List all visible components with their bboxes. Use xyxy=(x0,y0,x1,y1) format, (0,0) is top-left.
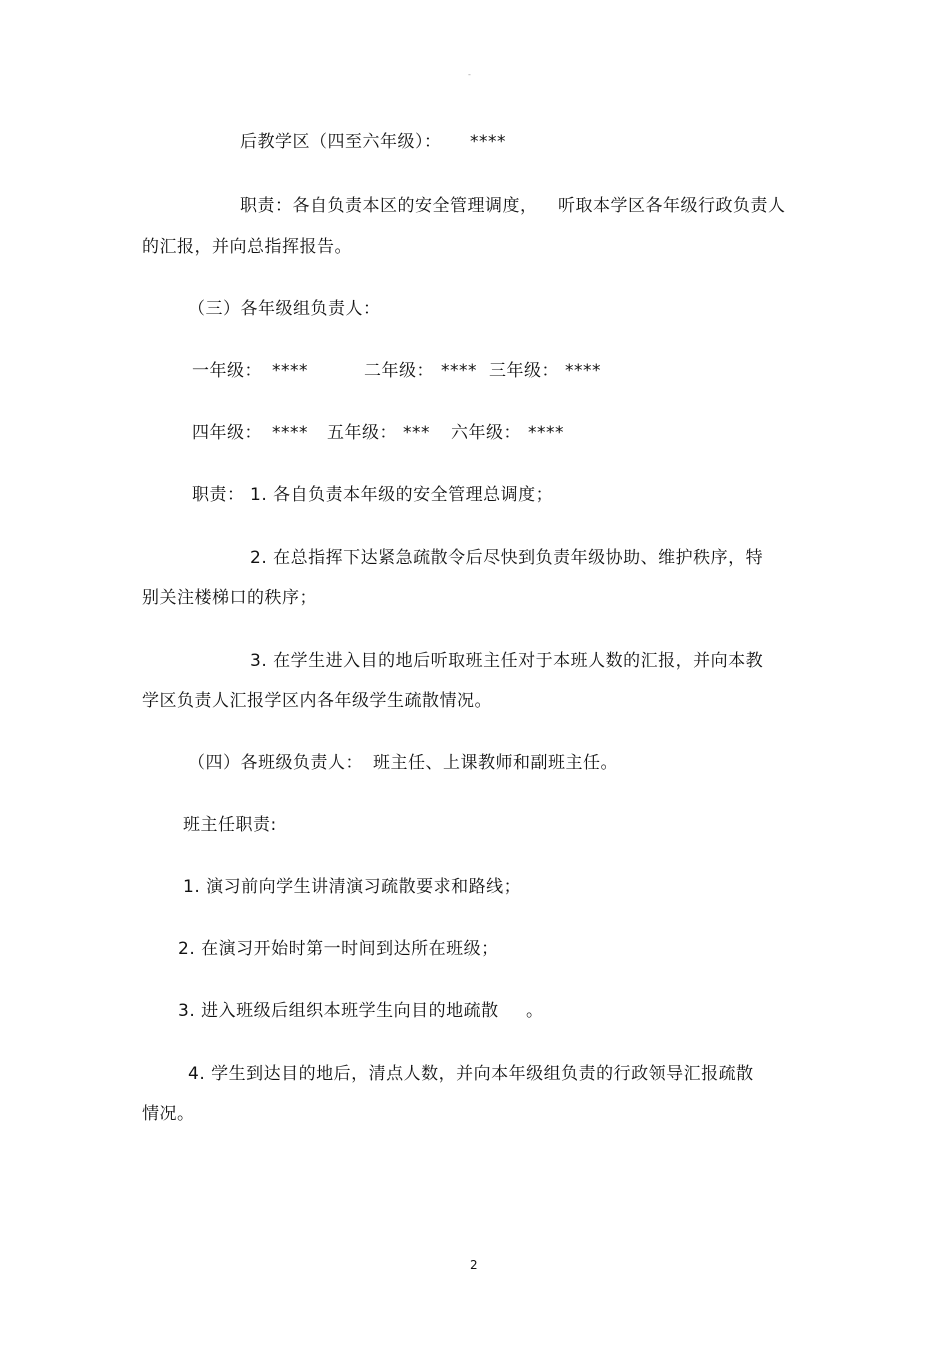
grade1-label: 一年级： xyxy=(192,361,262,381)
grade2-value: **** xyxy=(441,361,477,381)
grade-duty-1: 1. 各自负责本年级的安全管理总调度； xyxy=(250,485,554,505)
area-duty-line2: 的汇报，并向总指挥报告。 xyxy=(142,237,352,257)
grade1-value: **** xyxy=(272,361,308,381)
grade-duty-3-line1: 3. 在学生进入目的地后听取班主任对于本班人数的汇报，并向本教 xyxy=(250,651,764,671)
grade-duty-2-line2: 别关注楼梯口的秩序； xyxy=(142,588,317,608)
grade-duty-label: 职责： xyxy=(192,485,245,505)
grade4-label: 四年级： xyxy=(192,423,262,443)
grade3-label: 三年级： xyxy=(489,361,559,381)
teacher-duty-item4-line1: 4. 学生到达目的地后，清点人数，并向本年级组负责的行政领导汇报疏散 xyxy=(188,1064,754,1084)
grade6-value: **** xyxy=(528,423,564,443)
teacher-duty-item4-line2: 情况。 xyxy=(142,1104,195,1124)
rear-area-label: 后教学区（四至六年级）： xyxy=(240,132,442,152)
page-number: 2 xyxy=(470,1258,478,1272)
rear-area-value: **** xyxy=(470,132,506,152)
grade4-value: **** xyxy=(272,423,308,443)
area-duty-line1b: 听取本学区各年级行政负责人 xyxy=(558,196,786,216)
grade6-label: 六年级： xyxy=(451,423,521,443)
section3-heading: （三）各年级组负责人： xyxy=(188,299,381,319)
teacher-duty-title: 班主任职责: xyxy=(183,815,277,835)
teacher-duty-item3-end: 。 xyxy=(526,1001,544,1021)
grade2-label: 二年级： xyxy=(364,361,434,381)
teacher-duty-item3: 3. 进入班级后组织本班学生向目的地疏散 xyxy=(178,1001,499,1021)
section4-heading-value: 班主任、上课教师和副班主任。 xyxy=(373,753,618,773)
grade5-value: *** xyxy=(403,423,430,443)
header-mark: - xyxy=(468,70,471,79)
grade-duty-3-line2: 学区负责人汇报学区内各年级学生疏散情况。 xyxy=(142,691,492,711)
teacher-duty-item2: 2. 在演习开始时第一时间到达所在班级； xyxy=(178,939,499,959)
section4-heading: （四）各班级负责人： xyxy=(188,753,363,773)
grade5-label: 五年级： xyxy=(327,423,397,443)
area-duty-line1: 职责：各自负责本区的安全管理调度， xyxy=(240,196,538,216)
grade-duty-2-line1: 2. 在总指挥下达紧急疏散令后尽快到负责年级协助、维护秩序，特 xyxy=(250,548,764,568)
teacher-duty-item1: 1. 演习前向学生讲清演习疏散要求和路线； xyxy=(183,877,522,897)
grade3-value: **** xyxy=(565,361,601,381)
